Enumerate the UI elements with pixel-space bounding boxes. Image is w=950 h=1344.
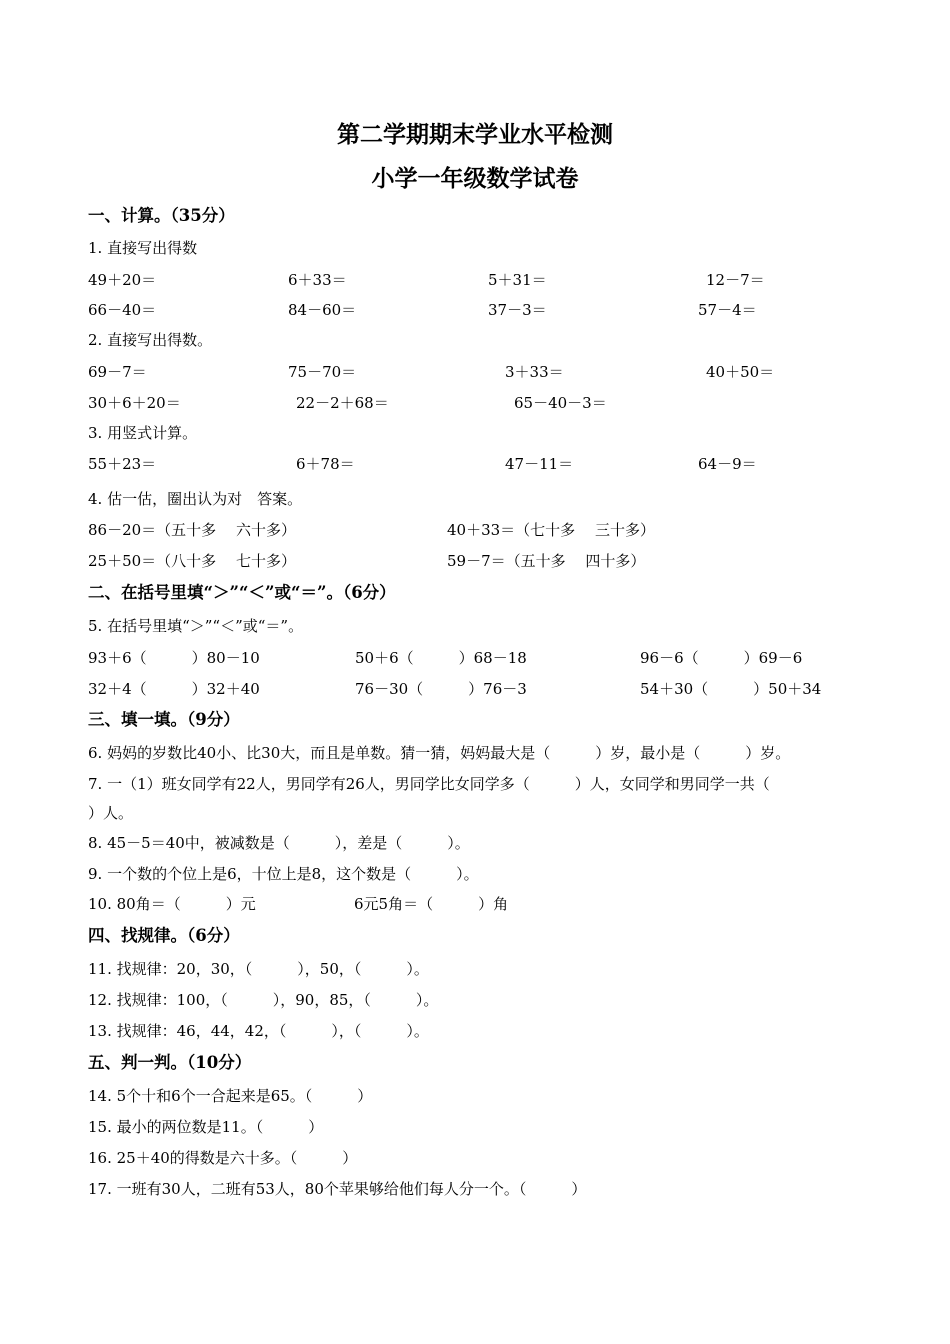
equation: 49＋20＝ [88, 271, 157, 289]
comparison-item: 93＋6（ ）80－10 [88, 649, 260, 667]
equation: 47－11＝ [505, 455, 574, 473]
section-heading-3: 三、填一填。（9分） [88, 710, 240, 729]
equation: 30＋6＋20＝ [88, 394, 181, 412]
equation: 6＋78＝ [296, 455, 355, 473]
section-heading-1: 一、计算。（35分） [88, 206, 235, 225]
question-1-label: 1. 直接写出得数 [88, 239, 198, 257]
equation: 55＋23＝ [88, 455, 157, 473]
equation: 66－40＝ [88, 301, 157, 319]
comparison-item: 54＋30（ ）50＋34 [640, 680, 822, 698]
question-14: 14. 5个十和6个一合起来是65。（ ） [88, 1087, 373, 1105]
question-16: 16. 25＋40的得数是六十多。（ ） [88, 1149, 358, 1167]
question-10-part-1: 10. 80角＝（ ）元 [88, 895, 256, 913]
question-2-label: 2. 直接写出得数。 [88, 331, 213, 349]
question-7-continued: ）人。 [88, 804, 134, 822]
estimate-item: 59－7＝（五十多 四十多） [447, 552, 646, 570]
equation: 22－2＋68＝ [296, 394, 389, 412]
equation: 6＋33＝ [288, 271, 347, 289]
comparison-item: 76－30（ ）76－3 [355, 680, 527, 698]
equation: 5＋31＝ [488, 271, 547, 289]
section-heading-5: 五、判一判。（10分） [88, 1053, 252, 1072]
comparison-item: 50＋6（ ）68－18 [355, 649, 527, 667]
equation: 12－7＝ [706, 271, 765, 289]
question-12: 12. 找规律：100，（ ），90，85，（ ）。 [88, 991, 439, 1009]
comparison-item: 32＋4（ ）32＋40 [88, 680, 260, 698]
question-9: 9. 一个数的个位上是6，十位上是8，这个数是（ ）。 [88, 865, 479, 883]
question-7: 7. 一（1）班女同学有22人，男同学有26人，男同学比女同学多（ ）人，女同学和男同学一共（ [88, 775, 770, 793]
equation: 3＋33＝ [505, 363, 564, 381]
equation: 69－7＝ [88, 363, 147, 381]
equation: 40＋50＝ [706, 363, 775, 381]
question-6: 6. 妈妈的岁数比40小、比30大，而且是单数。猜一猜，妈妈最大是（ ）岁，最小是（ ）岁。 [88, 744, 791, 762]
equation: 37－3＝ [488, 301, 547, 319]
question-3-label: 3. 用竖式计算。 [88, 424, 198, 442]
equation: 57－4＝ [698, 301, 757, 319]
section-heading-4: 四、找规律。（6分） [88, 926, 240, 945]
comparison-item: 96－6（ ）69－6 [640, 649, 803, 667]
question-5-label: 5. 在括号里填“＞”“＜”或“＝”。 [88, 617, 304, 635]
question-8: 8. 45－5＝40中，被减数是（ ），差是（ ）。 [88, 834, 470, 852]
estimate-item: 86－20＝（五十多 六十多） [88, 521, 296, 539]
question-10-part-2: 6元5角＝（ ）角 [354, 895, 509, 913]
estimate-item: 25＋50＝（八十多 七十多） [88, 552, 296, 570]
question-17: 17. 一班有30人，二班有53人，80个苹果够给他们每人分一个。（ ） [88, 1180, 587, 1198]
section-heading-2: 二、在括号里填“＞”“＜”或“＝”。（6分） [88, 583, 396, 602]
page-subtitle: 小学一年级数学试卷 [371, 165, 579, 192]
question-15: 15. 最小的两位数是11。（ ） [88, 1118, 324, 1136]
question-11: 11. 找规律：20，30，（ ），50，（ ）。 [88, 960, 429, 978]
equation: 65－40－3＝ [514, 394, 607, 412]
estimate-item: 40＋33＝（七十多 三十多） [447, 521, 655, 539]
equation: 64－9＝ [698, 455, 757, 473]
page-title: 第二学期期末学业水平检测 [337, 121, 613, 148]
question-4-label: 4. 估一估，圈出认为对 答案。 [88, 490, 303, 508]
question-13: 13. 找规律：46，44，42，（ ），（ ）。 [88, 1022, 429, 1040]
equation: 84－60＝ [288, 301, 357, 319]
equation: 75－70＝ [288, 363, 357, 381]
